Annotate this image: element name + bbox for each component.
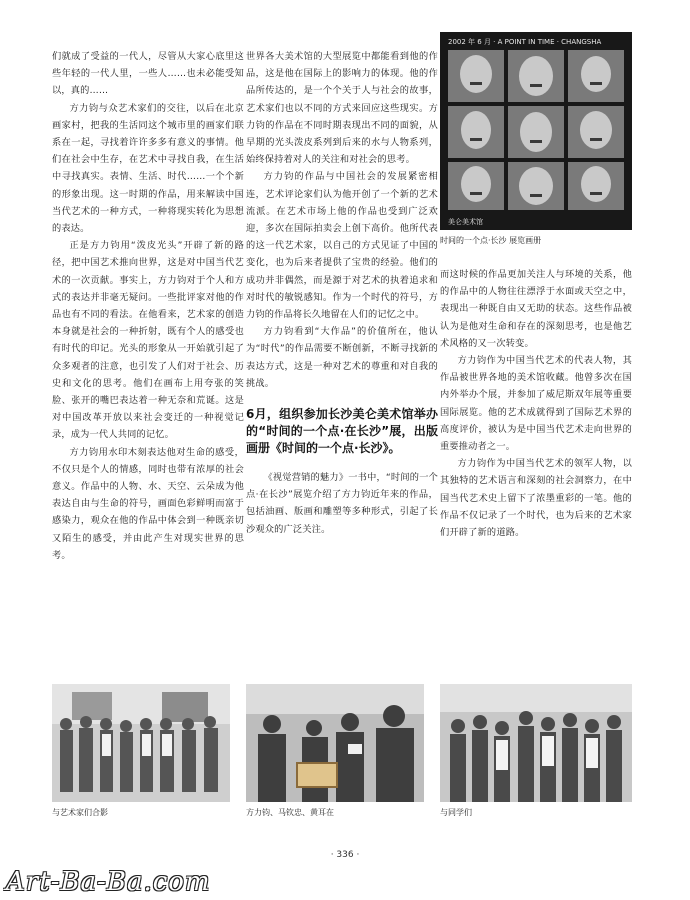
group-photo-artists — [52, 684, 230, 802]
paragraph: 方力钧作为中国当代艺术的领军人物，以其独特的艺术语言和深刻的社会洞察力，在中国当代艺术史上留下了浓墨重彩的一笔。他的作品不仅记录了一个时代，也为后来的艺术家们开辟了新的道路。 — [440, 458, 632, 539]
paragraph: 而这时候的作品更加关注人与环境的关系，他的作品中的人物往往漂浮于水面或天空之中，表现出一种既自由又无助的状态。这些作品被认为是他对生命和存在的深刻思考，也是他艺术风格的又一次转变。 — [440, 269, 632, 349]
photo-caption-3: 与同学们 — [440, 808, 472, 817]
paragraph: 们就成了受益的一代人，尽管从大家心底里这些年轻的一代人里，一些人……也未必能受知以，真的…… — [52, 51, 244, 97]
section-heading: 6月，组织参加长沙美仑美术馆举办的“时间的一个点·在长沙”展，出版画册《时间的一个点·长沙》。 — [246, 407, 438, 456]
paragraph: 方力钧与众艺术家们的交往，以后在北京画家村，把我的生活同这个城市里的画家们联系在一起，寻找着许许多多有意义的事情。他们在社会中生存，在艺术中寻找自我，在生活中寻找真实。表情、生活、时代……一个个新的形象出现。这一时期的作品，用来解读中国当代艺术的一种方式，一种将现实转化为思想的表达。 — [52, 102, 244, 235]
paragraph: 《视觉营销的魅力》一书中，“时间的一个点·在长沙”展览介绍了方力钧近年来的作品，包括油画、版画和雕塑等多种形式，引起了长沙观众的广泛关注。 — [246, 472, 438, 535]
photo-caption-2: 方力钧、马钦忠、黄耳在 — [246, 808, 334, 817]
page-number: · 336 · — [330, 850, 360, 860]
paragraph: 方力钧用水印木刻表达他对生命的感受，不仅只是个人的情感，同时也带有浓厚的社会意义。作品中的人物、水、天空、云朵成为他表达自由与生命的符号，画面色彩鲜明而富于感染力，观众在他的作品中体会到一种既亲切又陌生的感受，并由此产生对现实世界的思考。 — [52, 446, 244, 561]
photo-book-viewing — [246, 684, 424, 802]
text-column-1 — [52, 48, 244, 564]
paragraph: 正是方力钧用“泼皮光头”开辟了新的路径，把中国艺术推向世界，这是对中国当代艺术的一次贡献。事实上，方力钧对于个人和方式的表达并非毫无疑问。一些批评家对他的作品也有不同的看法。在他看来，艺术家的创造本身就是社会的一种折射，既有个人的感受也有时代的印记。光头的形象从一开始就引起了众多观者的注意，也引发了人们对于社会、历史和文化的思考。他们在画布上用夸张的笑脸、张开的嘴巴表达着一种无奈和荒诞。这是对中国改革开放以来社会变迁的一种视觉记录，成为一代人共同的记忆。 — [52, 240, 244, 441]
site-watermark: Art-Ba-Ba.com — [6, 867, 211, 897]
paragraph: 世界各大美术馆的大型展览中都能看到他的作品，这是他在国际上的影响力的体现。他的作品所传达的，是一个个关于人与社会的故事，艺术家们也以不同的方式来回应这些现实。方力钧的作品在不同时期表现出不同的面貌，从早期的光头泼皮系列到后来的水与人物系列，始终保持着对人的关注和对社会的思考。 — [246, 51, 438, 166]
text-column-3 — [440, 266, 632, 541]
paragraph: 方力钧看到“大作品”的价值所在，他认为“时代”的作品需要不断创新，不断寻找新的表达方式，这是一种对艺术的尊重和对自我的挑战。 — [246, 326, 438, 389]
text-column-2 — [246, 48, 438, 538]
photo-caption-1: 与艺术家们合影 — [52, 808, 108, 817]
cover-caption: 时间的一个点·长沙 展览画册 — [440, 236, 542, 245]
catalog-cover-image — [440, 32, 632, 230]
paragraph: 方力钧的作品与中国社会的发展紧密相连，艺术评论家们认为他开创了一个新的艺术流派。在艺术市场上他的作品也受到广泛欢迎，多次在国际拍卖会上创下高价。他所代表的这一代艺术家，以自己的方式见证了中国的变化，也为后来者提供了宝贵的经验。他们的成功并非偶然，而是源于对艺术的执着追求和对时代的敏锐感知。作为一个时代的符号，方力钧的作品将长久地留在人们的记忆之中。 — [246, 171, 438, 321]
paragraph: 方力钧作为中国当代艺术的代表人物，其作品被世界各地的美术馆收藏。他曾多次在国内外举办个展，并参加了威尼斯双年展等重要国际展览。他的艺术成就得到了国际艺术界的高度评价，被认为是中国当代艺术走向世界的重要推动者之一。 — [440, 355, 632, 453]
photo-with-students — [440, 684, 632, 802]
cover-footer-text: 美仑美术馆 — [448, 218, 483, 226]
cover-header-text: 2002 年 6 月 · A POINT IN TIME · CHANGSHA — [448, 38, 602, 46]
